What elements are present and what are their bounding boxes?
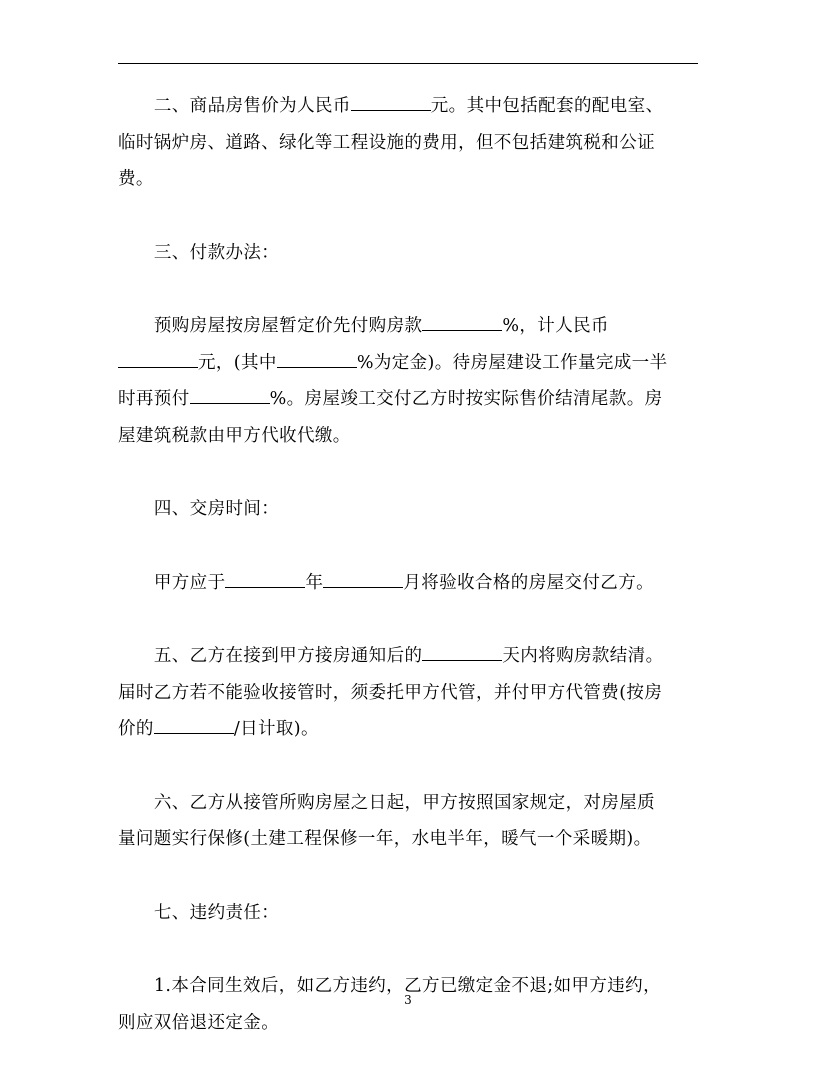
section-5-text-d: /日计取)。 [233,719,319,739]
section-2-text-b: 元。其中包括配套的配电室、 [430,96,664,116]
custody-fee-blank [154,719,234,734]
section-7-title: 七、违约责任： [153,902,280,923]
prepay-percent-blank [422,316,502,331]
section-5-line-2: 届时乙方若不能验收接管时，须委托甲方代管，并付甲方代管费(按房 [118,682,663,703]
section-3-line-4: 屋建筑税款由甲方代收代缴。 [118,425,351,446]
section-3-text-f: %。房屋竣工交付乙方时按实际售价结清尾款。房 [269,389,663,409]
section-3-text-d: %为定金)。待房屋建设工作量完成一半 [356,352,668,373]
delivery-month-blank [323,573,403,588]
delivery-year-blank [225,573,305,588]
section-5-text-a: 五、乙方在接到甲方接房通知后的 [153,646,423,666]
deposit-percent-blank [277,353,357,368]
header-rule [118,63,698,64]
section-3-title: 三、付款办法： [153,242,280,263]
section-4-text-c: 月将验收合格的房屋交付乙方。 [403,572,654,593]
section-3-text-e: 时再预付 [118,389,190,409]
section-5-text-b: 天内将购房款结清。 [502,646,664,666]
section-2-text-a: 二、商品房售价为人民币 [153,96,351,116]
section-4-title: 四、交房时间： [153,499,280,519]
section-6-warranty [118,785,700,858]
section-6-line-1: 六、乙方从接管所购房屋之日起，甲方按照国家规定，对房屋质 [153,792,656,813]
section-7-line-1: 1.本合同生效后，如乙方违约，乙方已缴定金不退;如甲方违约， [153,976,661,996]
section-2-price [118,88,700,198]
section-3-text-c: 元，(其中 [198,352,277,373]
section-5-line-3 [118,711,700,748]
section-3-line-3 [118,381,700,418]
section-7-line-2: 则应双倍退还定金。 [118,1012,280,1033]
section-2-line-2: 临时锅炉房、道路、绿化等工程设施的费用，但不包括建筑税和公证 [118,132,655,153]
section-6-line-2: 量问题实行保修(土建工程保修一年，水电半年，暖气一个采暖期)。 [118,829,652,849]
section-3-text-a: 预购房屋按房屋暂定价先付购房款 [153,316,423,336]
prepay-amount-blank [118,353,198,368]
section-5-settlement [118,638,700,748]
section-3-payment [118,308,700,454]
price-blank [351,96,431,111]
document-body [118,88,700,1078]
section-5-text-c: 价的 [118,719,154,739]
section-2-line-3: 费。 [118,169,154,189]
section-4-delivery [118,565,700,602]
settlement-days-blank [422,646,502,661]
section-4-text-a: 甲方应于 [153,572,226,593]
second-prepay-blank [190,389,270,404]
page-number: 3 [404,993,412,1007]
section-3-line-2 [118,345,700,382]
section-3-text-b: %，计人民币 [502,316,609,336]
section-4-text-b: 年 [305,572,324,593]
